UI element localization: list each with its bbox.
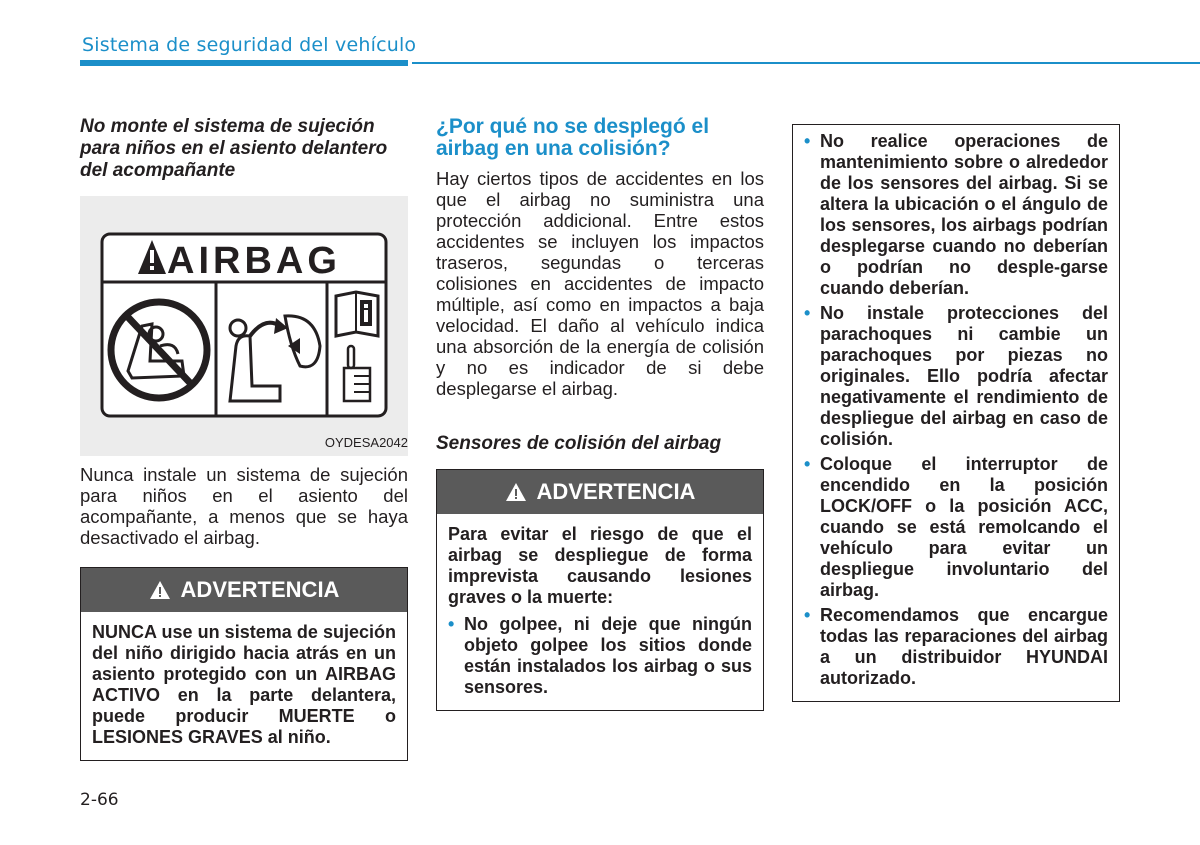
airbag-label-figure (80, 196, 408, 456)
warning-triangle-icon (149, 580, 171, 600)
airbag-warning-label (80, 196, 408, 456)
warning-content (437, 514, 763, 710)
caution-bullet: • No instale protecciones del parachoques ni cambie un parachoques por piezas no originales. Ello podría afectar negativamente el rendimiento de despliegue del airbag en caso de colisión. (804, 303, 1108, 450)
warning-intro: Para evitar el riesgo de que el airbag se despliegue de forma imprevista causando lesiones graves o la muerte: (448, 524, 752, 607)
warning-box-child-seat (80, 567, 408, 761)
header-rule-accent (80, 60, 408, 66)
column-right (792, 124, 1120, 702)
airbag-not-deployed-paragraph: Hay ciertos tipos de accidentes en los que el airbag no suministra una protección addicional. Entre estos accidentes se incluyen los impactos traseros, segundas o terceras colisiones en accidentes de impacto múltiple, así como en impactos a baja velocidad. El daño al vehículo indica una absorción de la energía de colisión y no es indicador de si debe desplegarse el airbag. (436, 168, 764, 399)
column-middle (436, 116, 764, 711)
warning-header (437, 470, 763, 514)
child-seat-paragraph: Nunca instale un sistema de sujeción para niños en el asiento del acompañante, a menos que se haya desactivado el airbag. (80, 464, 408, 548)
column-left (80, 116, 408, 761)
caution-bullet: • No realice operaciones de mantenimiento sobre o alrededor de los sensores del airbag. Si se altera la ubicación o el ángulo de los sensores, los airbags podrían desplegarse cuando no deberían o podrían no desple-garse cuando deberían. (804, 131, 1108, 299)
warning-text: NUNCA use un sistema de sujeción del niño dirigido hacia atrás en un asiento protegido con un AIRBAG ACTIVO en la parte delantera, puede producir MUERTE o LESIONES GRAVES al niño. (92, 622, 396, 747)
warning-bullet-list (448, 614, 752, 698)
header-rule (412, 62, 1200, 64)
warning-box-sensors (436, 469, 764, 711)
airbag-not-deployed-heading: ¿Por qué no se desplegó el airbag en una colisión? (436, 115, 710, 160)
no-child-seat-icon (111, 302, 207, 398)
sensor-cautions-box (792, 124, 1120, 702)
crash-sensors-subheading: Sensores de colisión del airbag (436, 433, 722, 454)
page-number: 2-66 (80, 790, 119, 810)
airbag-label-title: AIRBAG (167, 240, 341, 282)
caution-bullet: • Recomendamos que encargue todas las reparaciones del airbag a un distribuidor HYUNDAI autorizado. (804, 605, 1108, 689)
section-title: Sistema de seguridad del vehículo (82, 34, 417, 56)
child-seat-subheading: No monte el sistema de sujeción para niños en el asiento delantero del acompañante (80, 116, 388, 181)
warning-title: ADVERTENCIA (536, 479, 696, 504)
sensor-cautions-list (804, 131, 1108, 689)
info-manual-icon (336, 292, 378, 336)
caution-bullet: • Coloque el interruptor de encendido en la posición LOCK/OFF o la posición ACC, cuando se está remolcando el vehículo para evitar un despliegue involuntario del airbag. (804, 454, 1108, 601)
warning-title: ADVERTENCIA (180, 577, 340, 602)
figure-code: OYDESA2042 (324, 435, 408, 450)
warning-triangle-icon (505, 482, 527, 502)
warning-header (81, 568, 407, 612)
warning-bullet: • No golpee, ni deje que ningún objeto golpee los sitios donde están instalados los airbag o sus sensores. (448, 614, 752, 698)
